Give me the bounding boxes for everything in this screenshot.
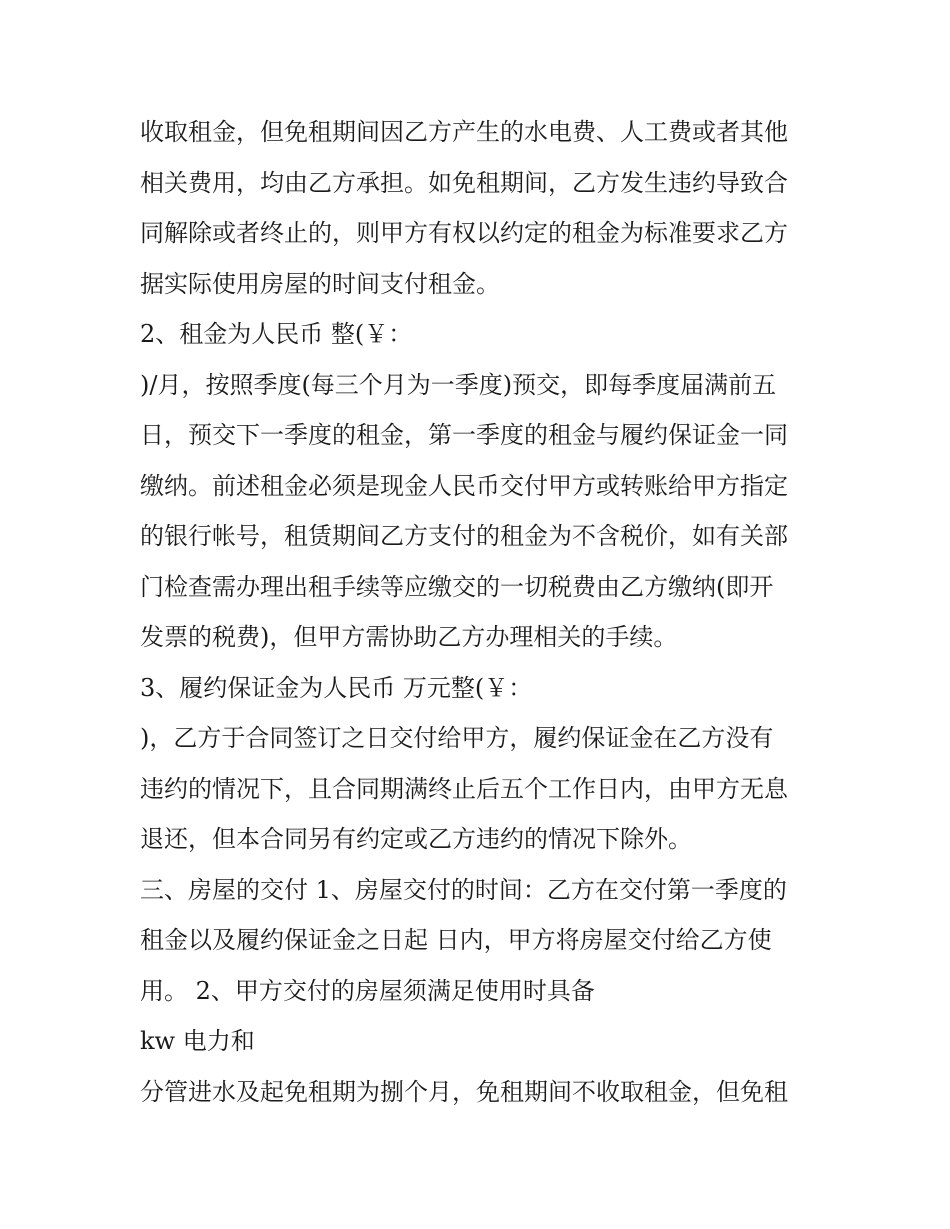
text-line: 租金以及履约保证金之日起 日内，甲方将房屋交付给乙方使: [140, 926, 772, 954]
text-line: 门检查需办理出租手续等应缴交的一切税费由乙方缴纳(即开: [140, 572, 774, 601]
text-line: 同解除或者终止的，则甲方有权以约定的租金为标准要求乙方: [140, 219, 788, 247]
text-line: )/月，按照季度(每三个月为一季度)预交，即每季度届满前五: [140, 370, 777, 399]
text-line: 相关费用，均由乙方承担。如免租期间，乙方发生违约导致合: [140, 168, 788, 197]
text-line: 用。 2、甲方交付的房屋须满足使用时具备: [140, 976, 595, 1005]
text-line: 日，预交下一季度的租金，第一季度的租金与履约保证金一同: [140, 421, 788, 449]
text-line: 2、租金为人民币 整(￥：: [140, 320, 413, 348]
text-line: kw 电力和: [140, 1027, 255, 1055]
document-body: [140, 107, 820, 1117]
text-line: 违约的情况下，且合同期满终止后五个工作日内，由甲方无息: [140, 774, 788, 803]
text-line: )，乙方于合同签订之日交付给甲方，履约保证金在乙方没有: [140, 724, 774, 752]
text-line: 的银行帐号，租赁期间乙方支付的租金为不含税价，如有关部: [140, 522, 788, 550]
text-line: 发票的税费)，但甲方需协助乙方办理相关的手续。: [140, 623, 678, 651]
text-line: 退还，但本合同另有约定或乙方违约的情况下除外。: [140, 825, 692, 853]
text-line: 3、履约保证金为人民币 万元整(￥：: [140, 673, 533, 702]
text-line: 缴纳。前述租金必须是现金人民币交付甲方或转账给甲方指定: [140, 471, 788, 500]
text-line: 收取租金，但免租期间因乙方产生的水电费、人工费或者其他: [140, 118, 788, 146]
text-line: 据实际使用房屋的时间支付租金。: [140, 269, 500, 298]
text-line: 分管进水及起免租期为捌个月，免租期间不收取租金，但免租: [140, 1077, 788, 1106]
text-line: 三、房屋的交付 1、房屋交付的时间：乙方在交付第一季度的: [140, 875, 787, 904]
